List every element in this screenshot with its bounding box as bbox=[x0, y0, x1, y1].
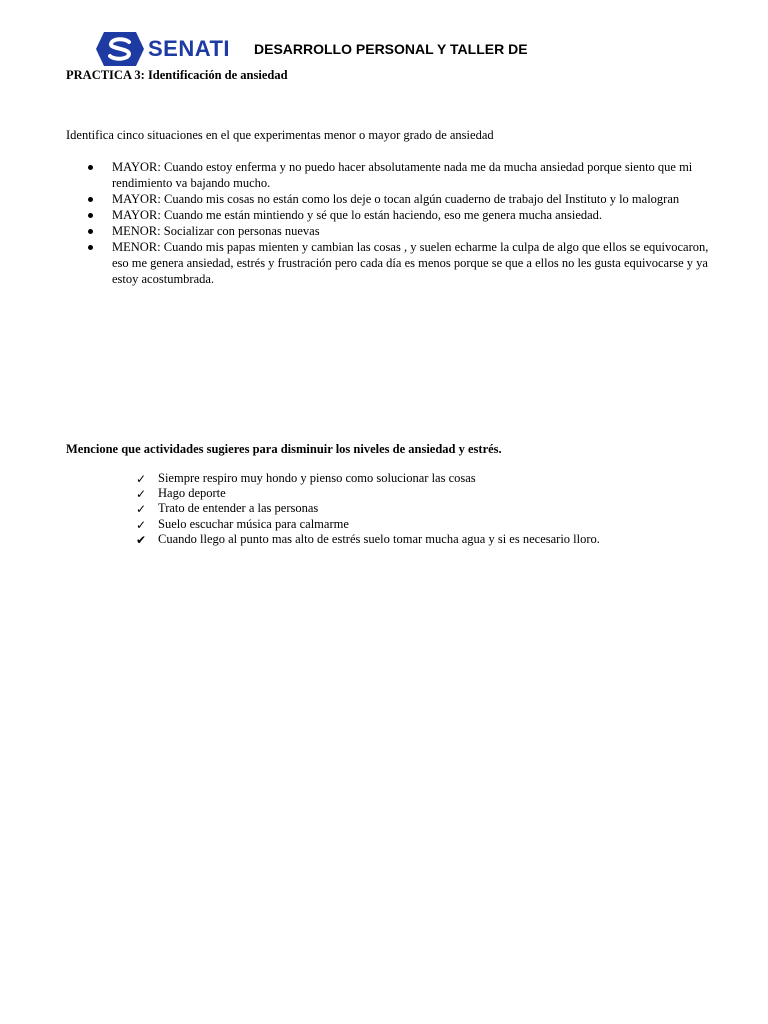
situation-text: MENOR: Cuando mis papas mienten y cambian las cosas , y suelen echarme la culpa de algo que ellos se equivocaron, eso me genera ansiedad, estrés y frustración pero cada día es menos porque se que a ellos no les gusta equivocarse y ya estoy acostumbrada. bbox=[112, 240, 709, 286]
situation-text: MAYOR: Cuando mis cosas no están como los deje o tocan algún cuaderno de trabajo del Instituto y lo malogran bbox=[112, 192, 680, 206]
senati-brand-name: SENATI bbox=[148, 36, 231, 61]
list-item bbox=[136, 471, 736, 486]
bullet-icon bbox=[88, 229, 93, 234]
activity-text: Siempre respiro muy hondo y pienso como solucionar las cosas bbox=[158, 471, 476, 485]
list-item bbox=[86, 239, 726, 287]
question-heading: Mencione que actividades sugieres para disminuir los niveles de ansiedad y estrés. bbox=[66, 442, 502, 456]
list-item bbox=[136, 532, 736, 547]
checkmark-icon: ✔ bbox=[136, 532, 147, 547]
document-header bbox=[96, 32, 696, 68]
checkmark-icon: ✓ bbox=[136, 502, 147, 517]
activities-list bbox=[136, 471, 736, 547]
bullet-icon bbox=[88, 213, 93, 218]
activity-text: Suelo escuchar música para calmarme bbox=[158, 516, 349, 531]
list-item bbox=[86, 191, 726, 207]
checkmark-icon: ✓ bbox=[136, 472, 147, 486]
checkmark-icon: ✓ bbox=[136, 517, 147, 532]
bullet-icon bbox=[88, 165, 93, 170]
list-item bbox=[136, 517, 736, 532]
list-item bbox=[86, 223, 726, 239]
list-item bbox=[86, 159, 726, 191]
situation-text: MENOR: Socializar con personas nuevas bbox=[112, 224, 320, 238]
practice-title: PRACTICA 3: Identificación de ansiedad bbox=[66, 68, 288, 82]
activity-text: Cuando llego al punto mas alto de estrés suelo tomar mucha agua y si es necesario lloro. bbox=[158, 531, 600, 546]
bullet-icon bbox=[88, 245, 93, 250]
situations-list bbox=[86, 159, 726, 287]
activity-text: Trato de entender a las personas bbox=[158, 501, 319, 516]
senati-logo-icon bbox=[96, 32, 144, 66]
list-item bbox=[86, 207, 726, 223]
course-title: DESARROLLO PERSONAL Y TALLER DE bbox=[254, 41, 528, 57]
list-item bbox=[136, 501, 736, 516]
checkmark-icon: ✓ bbox=[136, 487, 147, 502]
activity-text: Hago deporte bbox=[158, 486, 226, 501]
bullet-icon bbox=[88, 197, 93, 202]
list-item bbox=[136, 486, 736, 501]
instruction-text: Identifica cinco situaciones en el que experimentas menor o mayor grado de ansiedad bbox=[66, 128, 494, 142]
situation-text: MAYOR: Cuando me están mintiendo y sé que lo están haciendo, eso me genera mucha ansiedad. bbox=[112, 208, 603, 222]
situation-text: MAYOR: Cuando estoy enferma y no puedo hacer absolutamente nada me da mucha ansiedad porque siento que mi rendimiento va bajando mucho. bbox=[112, 160, 693, 190]
